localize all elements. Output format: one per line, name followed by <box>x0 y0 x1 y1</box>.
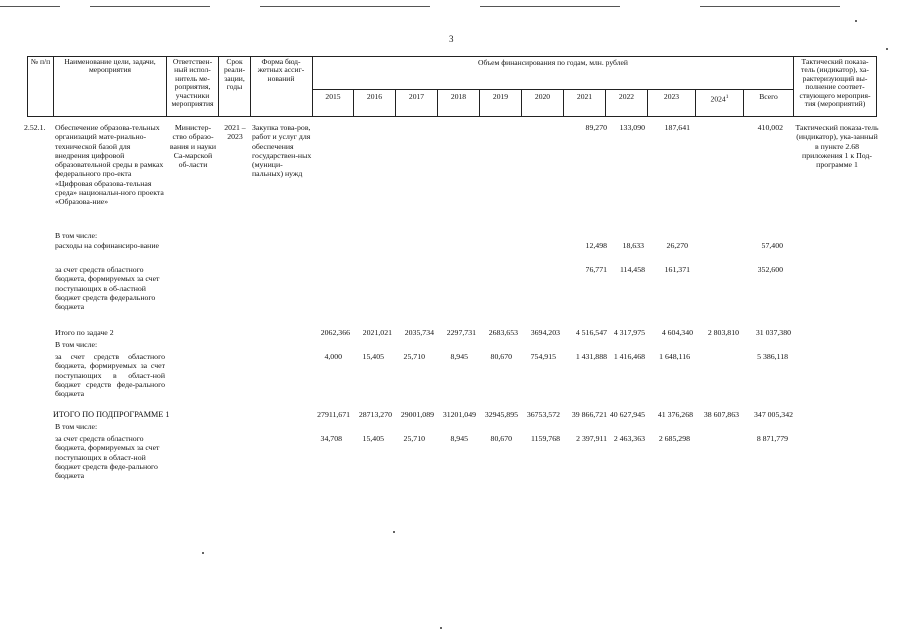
value-2023: 1 648,116 <box>659 352 690 361</box>
scan-line <box>700 6 840 7</box>
header-year-2024 <box>696 93 743 104</box>
value-2019: 2683,653 <box>488 328 518 337</box>
value-2015: 34,708 <box>320 434 342 443</box>
item-form: Закупка това-ров, работ и услуг для обеспечения государствен-ных (муници-пальных) нужд <box>252 123 312 179</box>
scan-line <box>0 6 60 7</box>
program-total-sub-name: за счет средств областного бюджета, формируемых за счет поступающих в област-ной бюджет средств феде-рального бюджета <box>55 434 160 481</box>
regional-budget-name: за счет средств областного бюджета, формируемых за счет поступающих в об-ластной бюджет средств федерального бюджета <box>55 265 160 312</box>
value-2015: 4,000 <box>324 352 342 361</box>
header-term: Срок реали-зации, годы <box>223 57 246 92</box>
value-total: 8 871,779 <box>756 434 788 443</box>
scan-speck <box>886 48 888 50</box>
value-2017: 29001,089 <box>400 410 434 419</box>
value-2016: 15,405 <box>362 352 384 361</box>
value-2023: 26,270 <box>666 241 688 250</box>
scan-speck <box>440 627 442 629</box>
value-2022: 18,633 <box>622 241 644 250</box>
value-2021: 4 516,547 <box>575 328 607 337</box>
value-2020: 754,915 <box>530 352 556 361</box>
header-rule <box>312 89 793 90</box>
item-name: Обеспечение образова-тельных организаций мате-риально-технической базой для внедрения цифровой образовательной среды в рамках федерального про-екта «Цифровая образова-тельная среда» национальн-ного проекта «Образова-ние» <box>55 123 164 207</box>
item-term: 2021 – 2023 <box>224 123 246 142</box>
header-year-2015: 2015 <box>325 92 341 101</box>
value-total: 31 037,380 <box>755 328 791 337</box>
header-finance: Объем финансирования по годам, млн. рублей <box>478 58 628 67</box>
header-responsible: Ответствен-ный испол-нитель ме-роприятия, участники мероприятия <box>171 57 214 109</box>
value-2017: 2035,734 <box>404 328 434 337</box>
value-2023: 161,371 <box>664 265 690 274</box>
including-label: В том числе: <box>55 422 98 431</box>
value-2023: 187,641 <box>664 123 690 132</box>
header-rule <box>312 56 313 117</box>
value-2022: 1 416,468 <box>613 352 645 361</box>
task-total-sub-name: за счет средств областного бюджета, формируемых за счет поступающих в област-ной бюджет средств феде-рального бюджета <box>55 352 165 399</box>
header-rule <box>218 56 219 117</box>
value-2016: 2021,021 <box>362 328 392 337</box>
header-year-2019: 2019 <box>492 92 509 101</box>
value-2022: 133,090 <box>619 123 645 132</box>
value-2021: 2 397,911 <box>576 434 607 443</box>
including-label: В том числе: <box>55 340 98 349</box>
value-2018: 8,945 <box>450 352 468 361</box>
value-2023: 4 604,340 <box>661 328 693 337</box>
value-2020: 1159,768 <box>531 434 560 443</box>
value-2021: 89,270 <box>585 123 607 132</box>
value-2019: 80,670 <box>490 434 512 443</box>
value-2024: 38 607,863 <box>703 410 739 419</box>
header-rule <box>27 56 28 117</box>
scan-speck <box>393 531 395 533</box>
value-2023: 41 376,268 <box>657 410 693 419</box>
value-total: 5 386,118 <box>757 352 788 361</box>
value-2019: 32945,895 <box>484 410 518 419</box>
value-total: 352,600 <box>757 265 783 274</box>
header-rule <box>793 56 794 117</box>
scan-speck <box>202 552 204 554</box>
value-2017: 25,710 <box>403 352 425 361</box>
including-label: В том числе: <box>55 231 98 240</box>
header-rule <box>250 56 251 117</box>
value-2024: 2 803,810 <box>707 328 739 337</box>
scan-line <box>90 6 210 7</box>
scan-line <box>480 6 620 7</box>
header-year-2017: 2017 <box>408 92 425 101</box>
header-year-2016: 2016 <box>366 92 383 101</box>
value-2018: 2297,731 <box>446 328 476 337</box>
header-year-2023: 2023 <box>663 92 680 101</box>
value-2021: 12,498 <box>585 241 607 250</box>
value-2020: 3694,203 <box>530 328 560 337</box>
value-2018: 8,945 <box>450 434 468 443</box>
value-2016: 28713,270 <box>358 410 392 419</box>
value-2019: 80,670 <box>490 352 512 361</box>
value-2022: 4 317,975 <box>613 328 645 337</box>
header-form: Форма бюд-жетных ассиг-нований <box>257 57 305 83</box>
table-header <box>27 56 877 117</box>
header-rule <box>27 116 877 117</box>
page-number: 3 <box>449 34 454 44</box>
value-2021: 39 866,721 <box>571 410 607 419</box>
header-year-2021: 2021 <box>576 92 593 101</box>
value-2023: 2 685,298 <box>658 434 690 443</box>
header-rule <box>166 56 167 117</box>
header-num: № п/п <box>30 57 51 66</box>
item-responsible: Министер-ство образо-вания и науки Са-марской об-ласти <box>169 123 217 170</box>
scan-line <box>260 6 430 7</box>
task-total-name: Итого по задаче 2 <box>55 328 114 337</box>
value-2021: 1 431,888 <box>575 352 607 361</box>
value-2022: 40 627,945 <box>609 410 645 419</box>
header-year-2018: 2018 <box>450 92 467 101</box>
header-rule <box>53 56 54 117</box>
value-2021: 76,771 <box>585 265 607 274</box>
value-2020: 36753,572 <box>526 410 560 419</box>
value-2015: 27911,671 <box>317 410 350 419</box>
value-2022: 2 463,363 <box>613 434 645 443</box>
value-total: 347 005,342 <box>754 410 793 419</box>
footnote-mark: 1 <box>725 94 729 100</box>
item-indicator: Тактический показа-тель (индикатор), ука-занный в пункте 2.68 приложения 1 к Под-программе 1 <box>795 123 879 170</box>
value-total: 410,002 <box>757 123 783 132</box>
scan-speck <box>855 20 857 22</box>
header-total: Всего <box>759 92 778 101</box>
program-total-name: ИТОГО ПО ПОДПРОГРАММЕ 1 <box>53 410 170 419</box>
header-year-2022: 2022 <box>618 92 635 101</box>
item-number: 2.52.1. <box>24 123 46 132</box>
cofinancing-name: расходы на софинансиро-вание <box>55 241 159 250</box>
header-year-2024-label: 2024 <box>710 94 726 104</box>
header-year-2020: 2020 <box>534 92 551 101</box>
header-rule <box>876 56 877 117</box>
value-2018: 31201,049 <box>442 410 476 419</box>
value-2016: 15,405 <box>362 434 384 443</box>
value-2017: 25,710 <box>403 434 425 443</box>
value-total: 57,400 <box>761 241 783 250</box>
header-name: Наименование цели, задачи, мероприятия <box>64 57 156 75</box>
value-2015: 2062,366 <box>320 328 350 337</box>
header-indicator: Тактический показа-тель (индикатор), ха-рактеризующий вы-полнение соответ-ствующего мероприя-тия (мероприятий) <box>799 57 871 109</box>
value-2022: 114,458 <box>619 265 645 274</box>
